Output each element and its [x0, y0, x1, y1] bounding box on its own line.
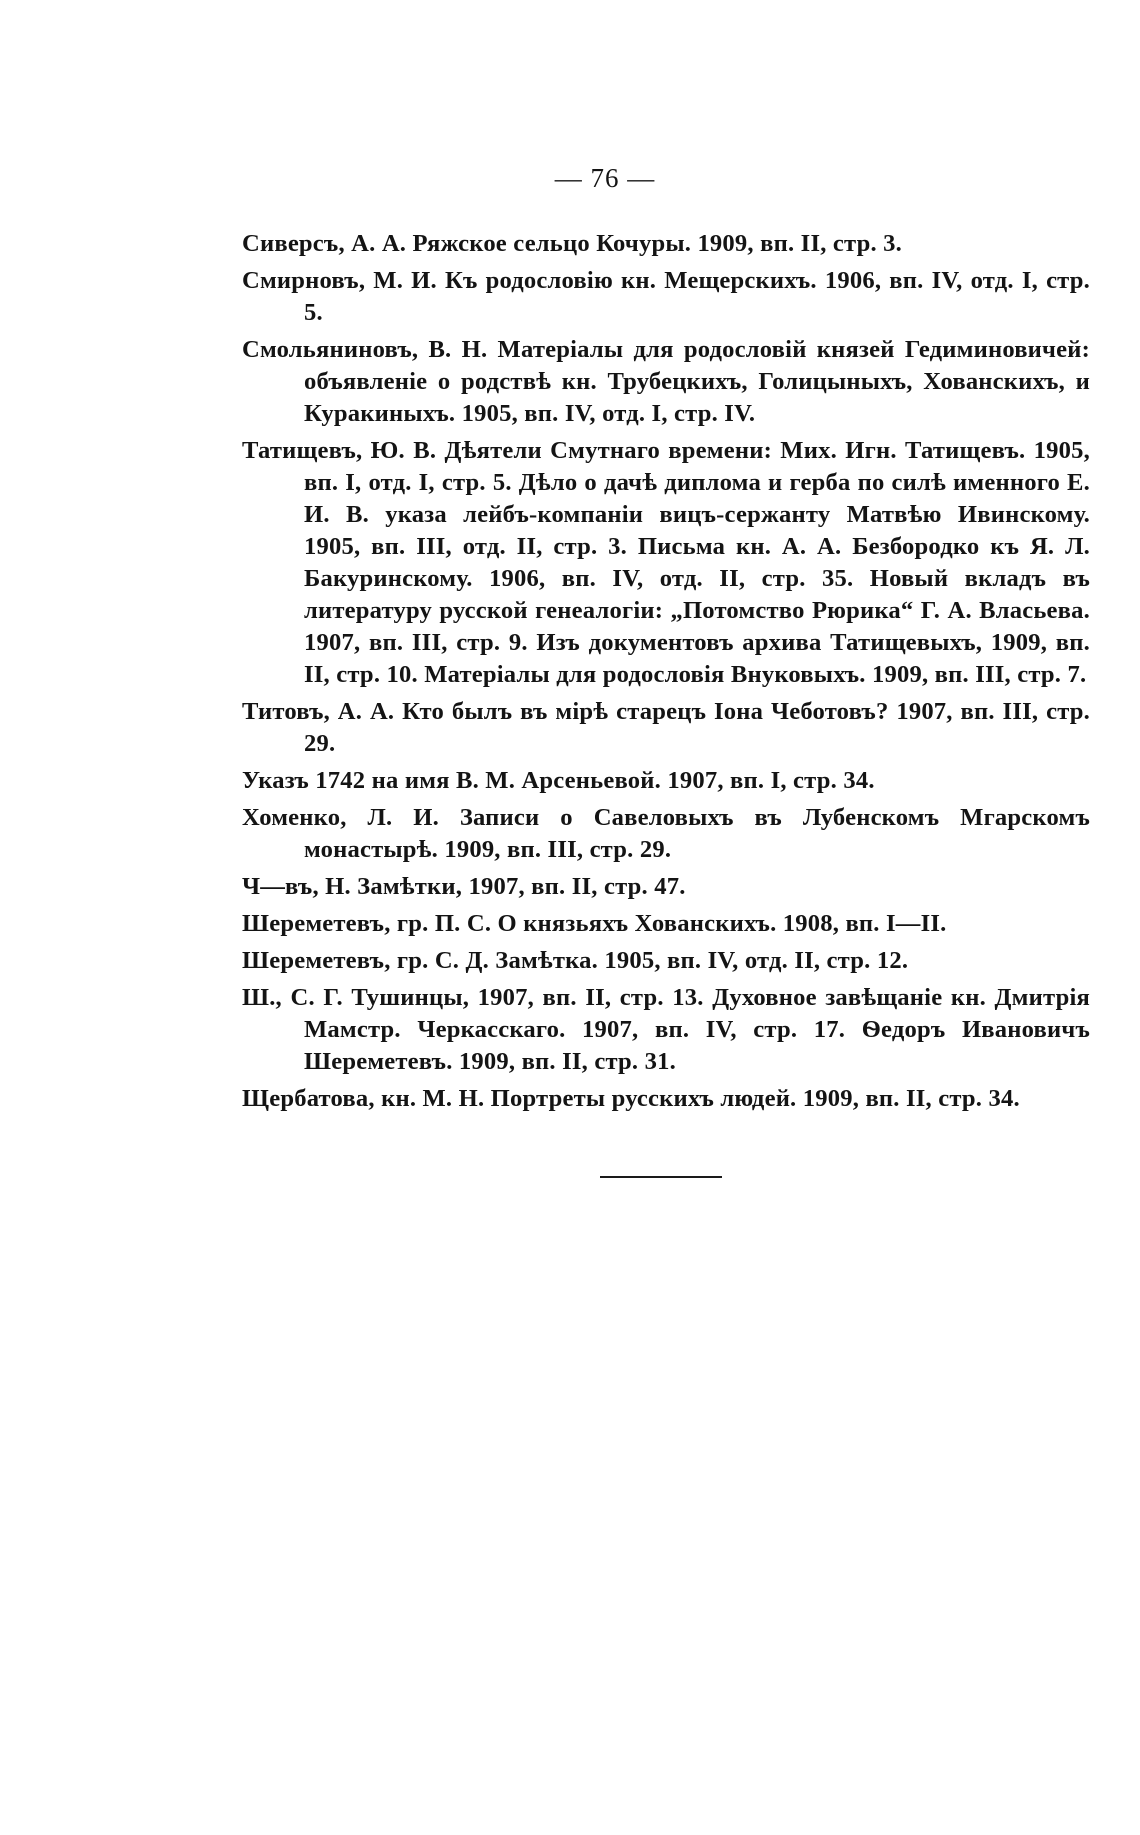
page-number: — 76 —	[554, 163, 656, 193]
bibliography-entry: Хоменко, Л. И. Записи о Савеловыхъ въ Лубенскомъ Мгарскомъ монастырѣ. 1909, вп. III, стр. 29.	[242, 804, 1090, 863]
bibliography-list	[242, 228, 1090, 1120]
bibliography-entry: Смольяниновъ, В. Н. Матеріалы для родословій князей Гедиминовичей: объявленіе о родствѣ кн. Трубецкихъ, Голицыныхъ, Хованскихъ, и Куракиныхъ. 1905, вп. IV, отд. I, стр. IV.	[242, 336, 1090, 427]
bibliography-entry: Титовъ, А. А. Кто былъ въ мірѣ старецъ Іона Чеботовъ? 1907, вп. III, стр. 29.	[242, 698, 1090, 757]
bibliography-entry: Татищевъ, Ю. В. Дѣятели Смутнаго времени: Мих. Игн. Татищевъ. 1905, вп. I, отд. I, стр. 5. Дѣло о дачѣ диплома и герба по силѣ именного Е. И. В. указа лейбъ-компаніи вицъ-сержанту Матвѣю Ивинскому. 1905, вп. III, отд. II, стр. 3. Письма кн. А. А. Безбородко къ Я. Л. Бакуринскому. 1906, вп. IV, отд. II, стр. 35. Новый вкладъ въ литературу русской генеалогіи: „Потомство Рюрика“ Г. А. Власьева. 1907, вп. III, стр. 9. Изъ документовъ архива Татищевыхъ, 1909, вп. II, стр. 10. Матеріалы для родословія Внуковыхъ. 1909, вп. III, стр. 7.	[242, 437, 1090, 688]
bibliography-entry: Смирновъ, М. И. Къ родословію кн. Мещерскихъ. 1906, вп. IV, отд. I, стр. 5.	[242, 267, 1090, 326]
bibliography-entry: Шереметевъ, гр. С. Д. Замѣтка. 1905, вп. IV, отд. II, стр. 12.	[242, 947, 909, 974]
bibliography-entry: Ш., С. Г. Тушинцы, 1907, вп. II, стр. 13. Духовное завѣщаніе кн. Дмитрія Мамстр. Черкасскаго. 1907, вп. IV, стр. 17. Ѳедоръ Ивановичъ Шереметевъ. 1909, вп. II, стр. 31.	[242, 984, 1090, 1075]
bibliography-entry: Указъ 1742 на имя В. М. Арсеньевой. 1907, вп. I, стр. 34.	[242, 767, 875, 794]
closing-rule	[600, 1176, 722, 1178]
bibliography-entry: Щербатова, кн. М. Н. Портреты русскихъ людей. 1909, вп. II, стр. 34.	[242, 1085, 1020, 1112]
bibliography-entry: Шереметевъ, гр. П. С. О князьяхъ Хованскихъ. 1908, вп. I—II.	[242, 910, 947, 937]
bibliography-entry: Сиверсъ, А. А. Ряжское сельцо Кочуры. 1909, вп. II, стр. 3.	[242, 230, 903, 257]
bibliography-entry: Ч—въ, Н. Замѣтки, 1907, вп. II, стр. 47.	[242, 873, 686, 900]
